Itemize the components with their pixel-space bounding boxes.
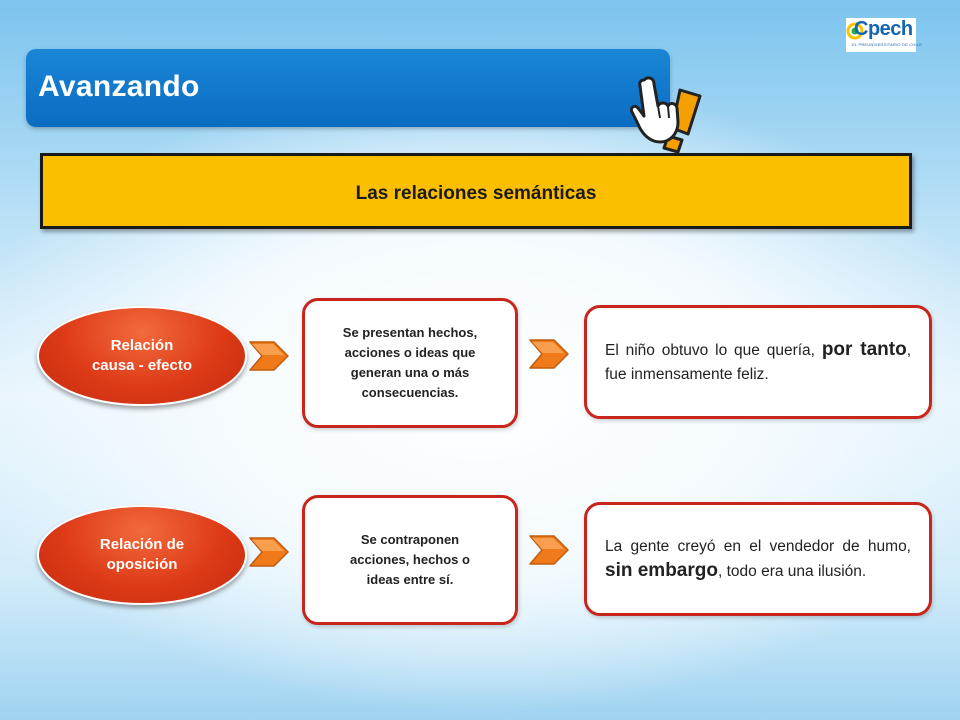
definition-line: Se contraponen [360, 532, 460, 547]
example-after: , fue inmensamente feliz. [605, 341, 911, 383]
relation-label-cause-effect [37, 306, 247, 406]
relation-label-line: Relación [110, 337, 174, 354]
section-title: Las relaciones semánticas [355, 183, 597, 204]
example-before: La gente creyó en el vendedor de humo, [605, 537, 911, 555]
definition-line: consecuencias. [361, 385, 459, 400]
hand-pointer-icon [630, 72, 710, 158]
definition-line: generan una o más [350, 365, 470, 380]
definition-line: acciones o ideas que [344, 345, 476, 360]
example-box-cause-effect [584, 305, 932, 419]
header-title: Avanzando [38, 70, 200, 103]
chevron-arrow-icon [248, 338, 290, 374]
chevron-arrow-icon [248, 534, 290, 570]
connector-word: por tanto [821, 338, 907, 360]
definition-line: acciones, hechos o [350, 552, 470, 567]
relation-label-line: oposición [106, 556, 178, 573]
definition-line: Se presentan hechos, [342, 325, 478, 340]
example-text [605, 338, 911, 387]
relation-label-line: causa - efecto [91, 357, 193, 374]
chevron-arrow-icon [528, 336, 570, 372]
relation-label-line: Relación de [99, 536, 185, 553]
example-text [605, 535, 911, 584]
example-box-opposition [584, 502, 932, 616]
definition-box-cause-effect [302, 298, 518, 428]
definition-box-opposition [302, 495, 518, 625]
example-before: El niño obtuvo lo que quería, [605, 341, 822, 359]
logo-text: Cpech [854, 18, 913, 40]
logo-subtitle: EL PREUNIVERSITARIO DE CHILE [852, 42, 923, 47]
relation-label-opposition [37, 505, 247, 605]
chevron-arrow-icon [528, 532, 570, 568]
definition-line: ideas entre sí. [366, 572, 454, 587]
connector-word: sin embargo [605, 559, 718, 581]
example-after: , todo era una ilusión. [717, 562, 867, 580]
